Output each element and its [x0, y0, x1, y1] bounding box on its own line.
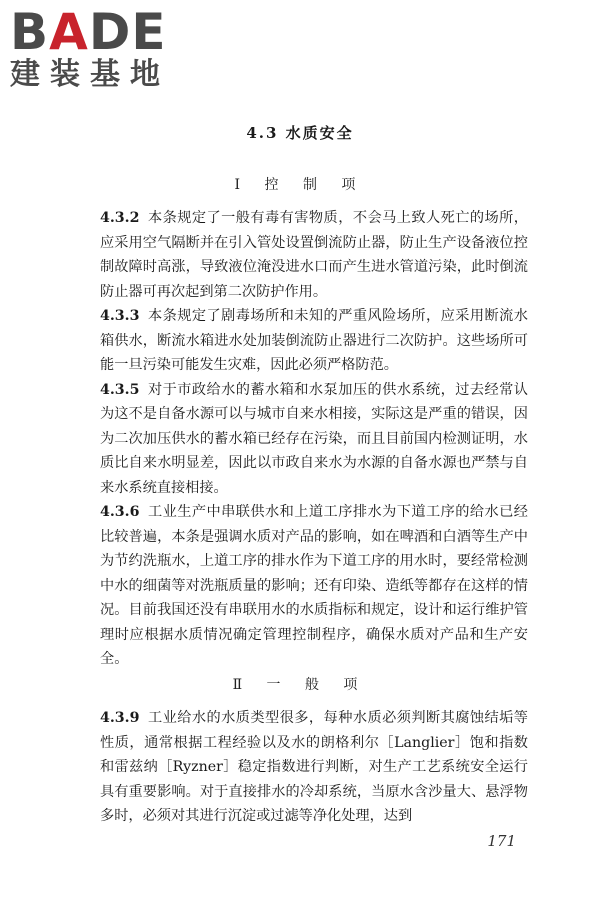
- clause-number: 4.3.6: [100, 504, 140, 520]
- clause-number: 4.3.3: [100, 308, 140, 324]
- clause-text: 工业给水的水质类型很多，每种水质必须判断其腐蚀结垢等性质，通常根据工程经验以及水的朗格利尔［Langlier］饱和指数和雷兹纳［Ryzner］稳定指数进行判断，对生产工艺系统安全运行具有重要影响。对于直接排水的冷却系统，当原水含沙量大、悬浮物多时，必须对其进行沉淀或过滤等净化处理，达到: [100, 710, 528, 824]
- subsection-heading-general: Ⅱ 一 般 项: [232, 677, 368, 693]
- paragraph-block-1: [100, 206, 528, 672]
- paragraph-4-3-5: [100, 378, 528, 501]
- clause-text: 本条规定了一般有毒有害物质，不会马上致人死亡的场所，应采用空气隔断并在引入管处设置倒流防止器，防止生产设备液位控制故障时高涨，导致液位淹没进水口而产生进水管道污染，此时倒流防止器可再次起到第二次防护作用。: [100, 210, 528, 300]
- logo-wordmark: BADE: [10, 3, 167, 61]
- section-title: 4.3 水质安全: [246, 124, 354, 142]
- paragraph-4-3-6: [100, 500, 528, 672]
- clause-number: 4.3.9: [100, 710, 140, 726]
- page-number: 171: [487, 832, 516, 850]
- paragraph-4-3-9: [100, 706, 528, 829]
- clause-text: 工业生产中串联供水和上道工序排水为下道工序的给水已经比较普遍，本条是强调水质对产品的影响，如在啤酒和白酒等生产中为节约洗瓶水，上道工序的排水作为下道工序的用水时，要经常检测中水的细菌等对洗瓶质量的影响；还有印染、造纸等都存在这样的情况。目前我国还没有串联用水的水质指标和规定，设计和运行维护管理时应根据水质情况确定管理控制程序，确保水质对产品和生产安全。: [100, 504, 528, 667]
- paragraph-4-3-3: [100, 304, 528, 378]
- paragraph-block-2: [100, 706, 528, 829]
- clause-number: 4.3.2: [100, 210, 140, 226]
- bade-logo: [10, 3, 180, 92]
- clause-text: 对于市政给水的蓄水箱和水泵加压的供水系统，过去经常认为这不是自备水源可以与城市自来水相接，实际这是严重的错误，因为二次加压供水的蓄水箱已经存在污染，而且目前国内检测证明，水质比自来水明显差，因此以市政自来水为水源的自备水源也严禁与自来水系统直接相接。: [100, 381, 528, 496]
- logo-tagline: 建装基地: [10, 57, 170, 92]
- clause-number: 4.3.5: [100, 381, 140, 398]
- paragraph-4-3-2: [100, 206, 528, 304]
- clause-text: 本条规定了剧毒场所和未知的严重风险场所，应采用断流水箱供水，断流水箱进水处加装倒流防止器进行二次防护。这些场所可能一旦污染可能发生灾难，因此必须严格防范。: [100, 308, 528, 373]
- subsection-heading-control: Ⅰ 控 制 项: [234, 177, 366, 193]
